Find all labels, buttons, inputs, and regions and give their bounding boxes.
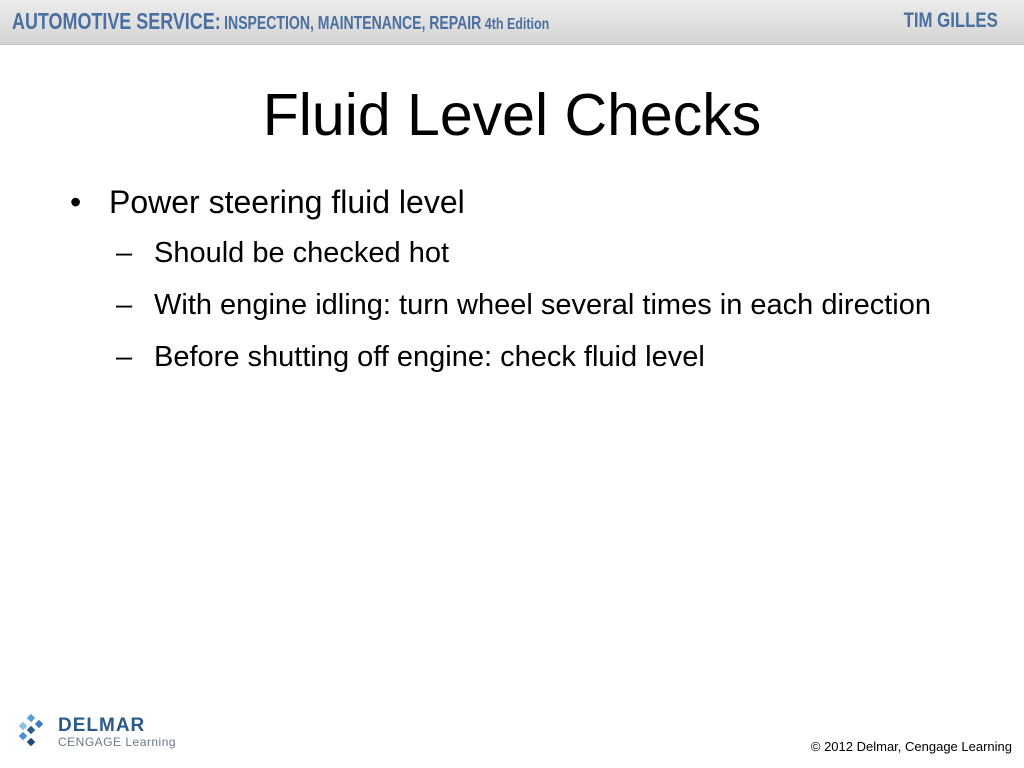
sub-bullet-item (70, 336, 950, 378)
sub-bullet-symbol: – (116, 237, 133, 269)
sub-bullet-text: With engine idling: turn wheel several times in each direction (154, 289, 931, 321)
sub-bullet-text: Should be checked hot (154, 237, 450, 269)
sub-bullet-item (70, 232, 950, 274)
bullet-symbol: • (70, 184, 82, 220)
sub-bullet-symbol: – (116, 341, 133, 373)
book-edition: 4th Edition (484, 16, 550, 33)
sub-bullet-item (70, 284, 950, 326)
sub-bullet-text: Before shutting off engine: check fluid level (154, 341, 705, 373)
bullet-item (70, 180, 950, 224)
delmar-logo (14, 711, 194, 755)
slide-title: Fluid Level Checks (262, 82, 762, 148)
bullet-text: Power steering fluid level (109, 184, 465, 220)
book-title (12, 8, 549, 36)
delmar-logo-icon (14, 713, 50, 749)
book-title-main: AUTOMOTIVE SERVICE: (12, 8, 221, 34)
logo-tagline: CENGAGE Learning (58, 735, 177, 749)
header-bar (0, 0, 1024, 45)
author-name: TIM GILLES (903, 9, 998, 32)
bullet-list (70, 180, 950, 378)
copyright-notice: © 2012 Delmar, Cengage Learning (810, 739, 1012, 754)
book-title-sub: INSPECTION, MAINTENANCE, REPAIR (224, 13, 482, 33)
logo-wordmark: DELMAR (58, 715, 146, 736)
sub-bullet-symbol: – (116, 289, 133, 321)
